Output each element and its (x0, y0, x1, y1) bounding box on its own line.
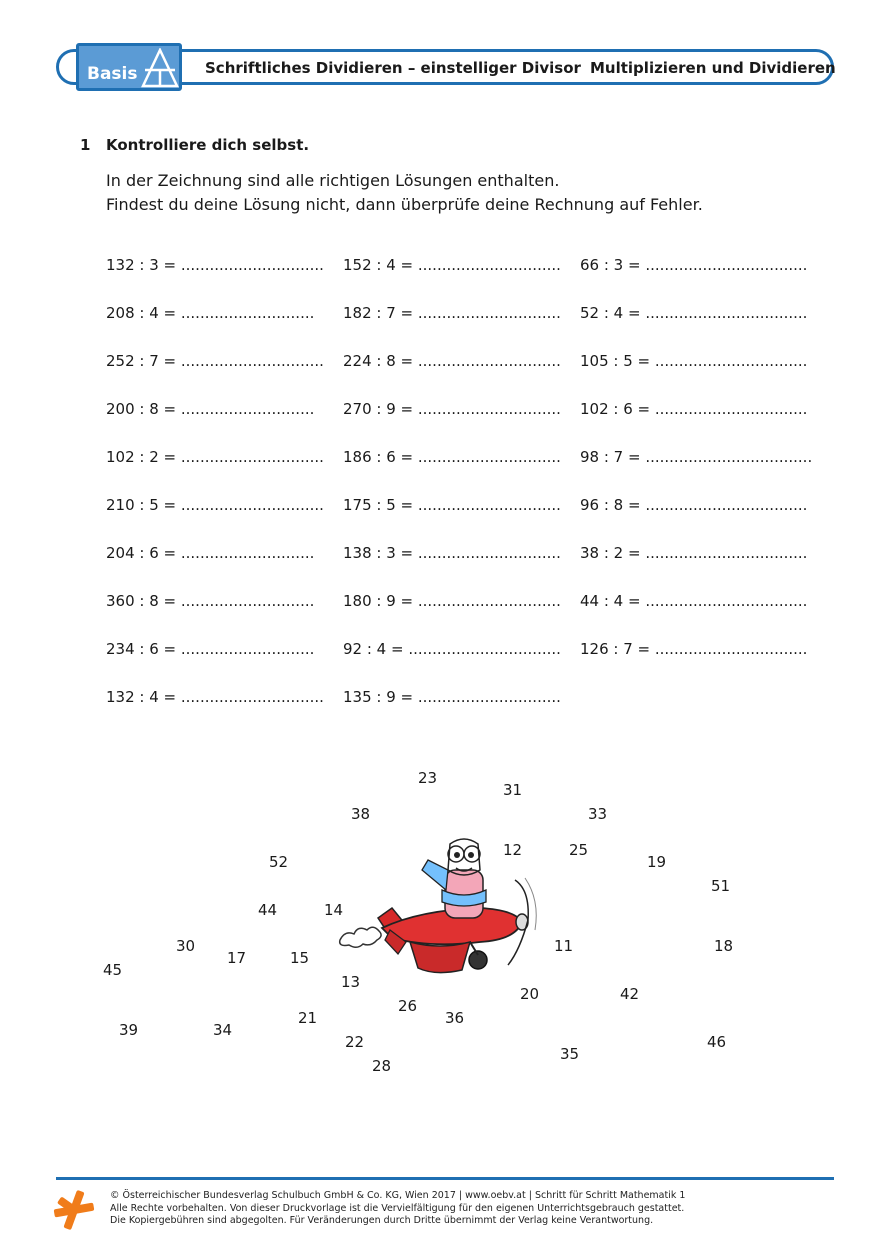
equation: 66 : 3 = .................................. (580, 256, 808, 274)
equation: 208 : 4 = ............................ (106, 304, 315, 322)
equation: 182 : 7 = .............................. (343, 304, 561, 322)
equation: 38 : 2 = .................................. (580, 544, 808, 562)
publisher-logo-icon (52, 1188, 96, 1232)
copyright-line-2: Alle Rechte vorbehalten. Von dieser Druckvorlage ist die Vervielfältigung für den eigenen Unterrichtsgebrauch gestattet. (110, 1202, 685, 1214)
worksheet-title: Schriftliches Dividieren – einstelliger Divisor (205, 59, 581, 77)
equation: 132 : 4 = .............................. (106, 688, 324, 706)
equation: 234 : 6 = ............................ (106, 640, 315, 658)
solution-number: 20 (520, 985, 540, 1003)
instruction-line-2: Findest du deine Lösung nicht, dann überprüfe deine Rechnung auf Fehler. (106, 195, 703, 214)
equation: 270 : 9 = .............................. (343, 400, 561, 418)
solution-number: 31 (503, 781, 523, 799)
solution-number: 46 (707, 1033, 727, 1051)
solution-number: 18 (714, 937, 734, 955)
solution-number: 35 (560, 1045, 580, 1063)
solution-number: 33 (588, 805, 608, 823)
copyright-text (110, 1190, 685, 1228)
basis-label: Basis (87, 64, 138, 84)
solution-number: 21 (298, 1009, 318, 1027)
solution-number: 11 (554, 937, 574, 955)
triangle-level-icon (141, 48, 179, 88)
task-title: Kontrolliere dich selbst. (106, 136, 310, 154)
equation: 102 : 2 = .............................. (106, 448, 324, 466)
equation: 204 : 6 = ............................ (106, 544, 315, 562)
solution-number: 51 (711, 877, 731, 895)
solution-number: 44 (258, 901, 278, 919)
equation: 252 : 7 = .............................. (106, 352, 324, 370)
solution-number: 23 (418, 769, 438, 787)
solution-number: 12 (503, 841, 523, 859)
copyright-line-1: © Österreichischer Bundesverlag Schulbuch GmbH & Co. KG, Wien 2017 | www.oebv.at | Schritt für Schritt Mathematik 1 (110, 1190, 686, 1201)
equation: 96 : 8 = .................................. (580, 496, 808, 514)
solution-number: 36 (445, 1009, 465, 1027)
solution-number: 39 (119, 1021, 139, 1039)
equation: 135 : 9 = .............................. (343, 688, 561, 706)
solution-number: 22 (345, 1033, 365, 1051)
instruction-line-1: In der Zeichnung sind alle richtigen Lösungen enthalten. (106, 171, 560, 190)
solution-number: 19 (647, 853, 667, 871)
equation: 105 : 5 = ................................ (580, 352, 808, 370)
equation: 126 : 7 = ................................ (580, 640, 808, 658)
solution-number: 28 (372, 1057, 392, 1075)
solution-number: 13 (341, 973, 361, 991)
airplane-character-illustration (330, 830, 550, 980)
equation: 180 : 9 = .............................. (343, 592, 561, 610)
equation: 186 : 6 = .............................. (343, 448, 561, 466)
basis-badge (76, 43, 182, 91)
solution-number: 25 (569, 841, 589, 859)
equation: 92 : 4 = ................................ (343, 640, 561, 658)
solution-number: 15 (290, 949, 310, 967)
equation: 152 : 4 = .............................. (343, 256, 561, 274)
equation: 210 : 5 = .............................. (106, 496, 324, 514)
equation: 132 : 3 = .............................. (106, 256, 324, 274)
equation: 44 : 4 = .................................. (580, 592, 808, 610)
solution-number: 17 (227, 949, 247, 967)
equation: 360 : 8 = ............................ (106, 592, 315, 610)
solution-number: 45 (103, 961, 123, 979)
solution-number: 30 (176, 937, 196, 955)
solution-number: 52 (269, 853, 289, 871)
equation: 224 : 8 = .............................. (343, 352, 561, 370)
solution-number: 14 (324, 901, 344, 919)
equation: 52 : 4 = .................................. (580, 304, 808, 322)
equation: 102 : 6 = ................................ (580, 400, 808, 418)
chapter-topic: Multiplizieren und Dividieren (590, 59, 836, 77)
equation: 175 : 5 = .............................. (343, 496, 561, 514)
task-number: 1 (80, 136, 91, 154)
copyright-line-3: Die Kopiergebühren sind abgegolten. Für Veränderungen durch Dritte übernimmt der Verlag keine Verantwortung. (110, 1215, 654, 1226)
equation: 98 : 7 = ................................... (580, 448, 813, 466)
solution-number: 34 (213, 1021, 233, 1039)
solution-number: 38 (351, 805, 371, 823)
equation: 138 : 3 = .............................. (343, 544, 561, 562)
solution-number: 26 (398, 997, 418, 1015)
solution-number: 42 (620, 985, 640, 1003)
footer-divider (56, 1177, 834, 1180)
equation: 200 : 8 = ............................ (106, 400, 315, 418)
